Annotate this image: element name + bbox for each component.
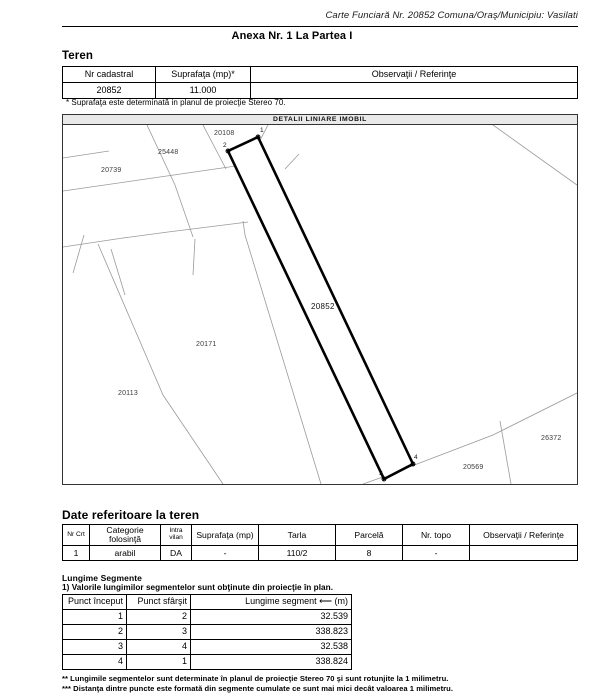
vertex-label-3: 3 [379,470,383,477]
date-teren-table [62,524,578,561]
cell-start: 3 [63,640,127,655]
date-teren-heading: Date referitoare la teren [62,508,200,522]
plot-label-20113: 20113 [118,390,138,397]
teren-table [62,66,578,99]
segments-note: 1) Valorile lungimilor segmentelor sunt obţinute din proiecţie în plan. [62,583,334,592]
page-title: Anexa Nr. 1 La Partea I [231,30,353,42]
col-nr-crt: Nr Crt [63,525,90,546]
cell-parcela: 8 [336,546,403,561]
col-parcela: Parcelă [336,525,403,546]
col-lungime-segment: Lungime segment ⟵ (m) [191,595,352,610]
cell-end: 3 [127,625,191,640]
plot-label-25448: 25448 [158,149,179,156]
teren-heading: Teren [62,50,93,62]
plot-label-20171: 20171 [196,341,217,348]
cell-intravilan: DA [161,546,192,561]
col-intravilan: Intra vilan [161,525,192,546]
vertex-label-2: 2 [223,142,227,149]
col-observatii: Observaţii / Referinţe [251,67,578,83]
cell-categorie: arabil [90,546,161,561]
carte-funciara-header: Carte Funciară Nr. 20852 Comuna/Oraş/Municipiu: Vasilati [325,10,578,21]
plot-label-20108: 20108 [214,130,235,137]
col-categorie: Categorie folosinţă [90,525,161,546]
cell-length: 32.538 [191,640,352,655]
cell-nr-topo: - [403,546,470,561]
table-row [63,83,578,99]
vertex-label-1: 1 [260,127,264,134]
segments-table [62,594,352,670]
main-parcel-label: 20852 [311,302,335,311]
cell-start: 2 [63,625,127,640]
cadastral-map-frame [62,114,578,485]
plot-label-26372: 26372 [541,435,562,442]
col-nr-cadastral: Nr cadastral [63,67,156,83]
cell-length: 338.824 [191,655,352,670]
table-row [63,546,578,561]
header-divider [62,26,578,27]
table-header-row [63,595,352,610]
cell-observatii [251,83,578,99]
cell-end: 4 [127,640,191,655]
col-suprafata: Suprafaţa (mp) [192,525,259,546]
segments-heading: Lungime Segmente [62,573,143,583]
plot-label-20569: 20569 [463,464,484,471]
table-row [63,610,352,625]
cell-observatii [470,546,578,561]
table-header-row [63,525,578,546]
map-band-title: DETALII LINIARE IMOBIL [63,115,577,125]
table-row [63,640,352,655]
cell-nr-crt: 1 [63,546,90,561]
cell-length: 338.823 [191,625,352,640]
cell-suprafata: - [192,546,259,561]
cell-suprafata: 11.000 [156,83,251,99]
cell-start: 4 [63,655,127,670]
col-suprafata: Suprafaţa (mp)* [156,67,251,83]
cell-end: 1 [127,655,191,670]
segments-footnote-2: *** Distanţa dintre puncte este formată din segmente cumulate ce sunt mai mici decât valoarea 1 milimetru. [62,684,454,693]
col-tarla: Tarla [259,525,336,546]
segments-footnote-1: ** Lungimile segmentelor sunt determinate în planul de proiecţie Stereo 70 şi sunt rotunjite la 1 milimetru. [62,674,449,683]
cell-end: 2 [127,610,191,625]
cadastral-map-canvas [63,125,577,484]
cell-start: 1 [63,610,127,625]
cell-length: 32.539 [191,610,352,625]
col-observatii: Observaţii / Referinţe [470,525,578,546]
col-punct-inceput: Punct început [63,595,127,610]
table-row [63,655,352,670]
col-punct-sfarsit: Punct sfârşit [127,595,191,610]
table-row [63,625,352,640]
table-header-row [63,67,578,83]
col-nr-topo: Nr. topo [403,525,470,546]
teren-footnote: * Suprafaţa este determinată in planul de proiecţie Stereo 70. [66,98,286,107]
vertex-label-4: 4 [414,454,418,461]
plot-label-20739: 20739 [101,167,122,174]
cell-tarla: 110/2 [259,546,336,561]
cell-nr-cadastral: 20852 [63,83,156,99]
